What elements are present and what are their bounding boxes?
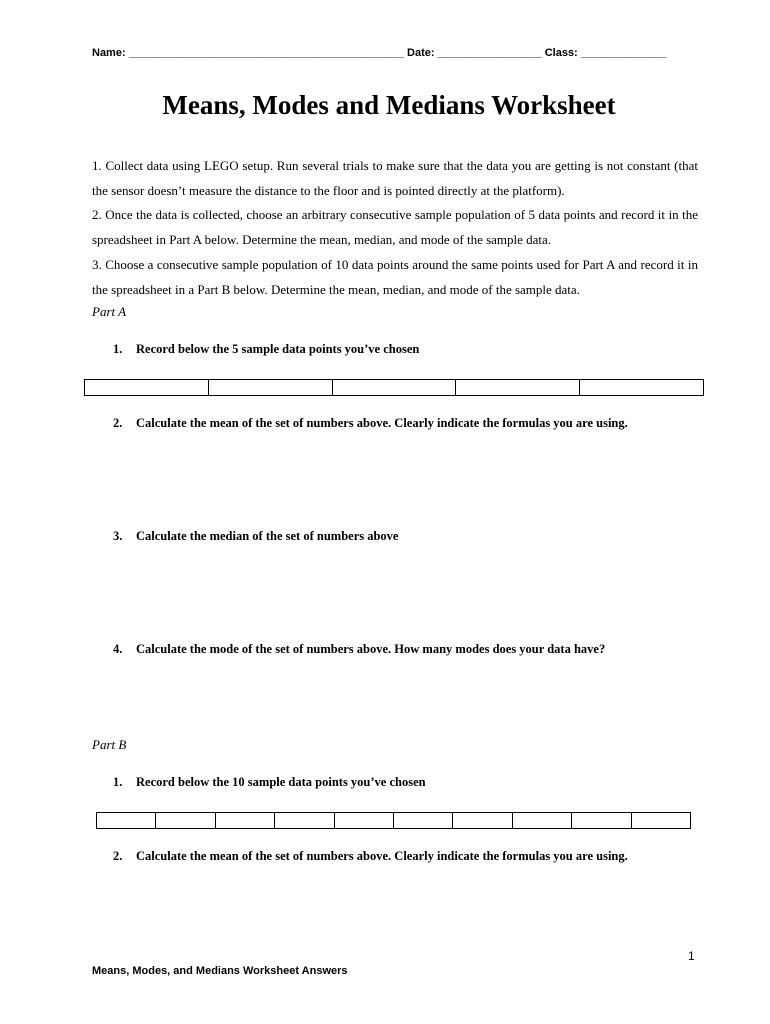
- data-cell-6[interactable]: [393, 813, 452, 829]
- data-cell-1[interactable]: [85, 380, 209, 396]
- name-label: Name:: [92, 47, 126, 59]
- page-number: 1: [688, 949, 695, 963]
- class-field[interactable]: ______________: [580, 47, 667, 59]
- data-cell-5[interactable]: [334, 813, 393, 829]
- part-b-label: Part B: [92, 737, 127, 752]
- data-cell-4[interactable]: [456, 380, 580, 396]
- question-text: Calculate the mean of the set of numbers above. Clearly indicate the formulas you are using.: [136, 416, 628, 430]
- question-text: Calculate the mode of the set of numbers above. How many modes does your data have?: [136, 642, 606, 656]
- page-title: Means, Modes and Medians Worksheet: [162, 90, 616, 120]
- question-number: 2.: [113, 416, 123, 430]
- date-label: Date:: [407, 47, 435, 59]
- data-cell-3[interactable]: [215, 813, 274, 829]
- part-a-data-table: [84, 379, 704, 396]
- part-a-label: Part A: [92, 304, 127, 319]
- question-number: 1.: [113, 775, 123, 789]
- class-label: Class:: [544, 47, 578, 59]
- instruction-2: 2. Once the data is collected, choose an arbitrary consecutive sample population of 5 data points and record it in the spreadsheet in Part A below. Determine the mean, median, and mode of the sample data.: [92, 207, 698, 247]
- data-cell-4[interactable]: [275, 813, 334, 829]
- question-number: 1.: [113, 342, 123, 356]
- data-cell-5[interactable]: [580, 380, 704, 396]
- header-fields: [92, 47, 666, 59]
- question-text: Record below the 5 sample data points you’ve chosen: [136, 342, 420, 356]
- question-text: Record below the 10 sample data points you’ve chosen: [136, 775, 426, 789]
- instruction-3: 3. Choose a consecutive sample population of 10 data points around the same points used for Part A and record it in the spreadsheet in a Part B below. Determine the mean, median, and mode of the sample data.: [92, 257, 698, 297]
- footer-text: Means, Modes, and Medians Worksheet Answers: [92, 965, 348, 977]
- question-text: Calculate the mean of the set of numbers above. Clearly indicate the formulas you are using.: [136, 849, 628, 863]
- question-text: Calculate the median of the set of numbers above: [136, 529, 399, 543]
- table-row: [97, 813, 691, 829]
- data-cell-10[interactable]: [631, 813, 690, 829]
- date-field[interactable]: _________________: [437, 47, 542, 59]
- question-number: 2.: [113, 849, 123, 863]
- part-b-data-table: [96, 812, 691, 829]
- table-row: [85, 380, 704, 396]
- data-cell-9[interactable]: [572, 813, 631, 829]
- data-cell-1[interactable]: [97, 813, 156, 829]
- data-cell-8[interactable]: [512, 813, 571, 829]
- data-cell-2[interactable]: [208, 380, 332, 396]
- name-field[interactable]: _____________________________________________: [128, 47, 404, 59]
- data-cell-3[interactable]: [332, 380, 456, 396]
- data-cell-7[interactable]: [453, 813, 512, 829]
- instruction-1: 1. Collect data using LEGO setup. Run several trials to make sure that the data you are getting is not constant (that the sensor doesn’t measure the distance to the floor and is pointed directly at the platform).: [92, 158, 698, 198]
- question-number: 3.: [113, 529, 123, 543]
- data-cell-2[interactable]: [156, 813, 215, 829]
- question-number: 4.: [113, 642, 123, 656]
